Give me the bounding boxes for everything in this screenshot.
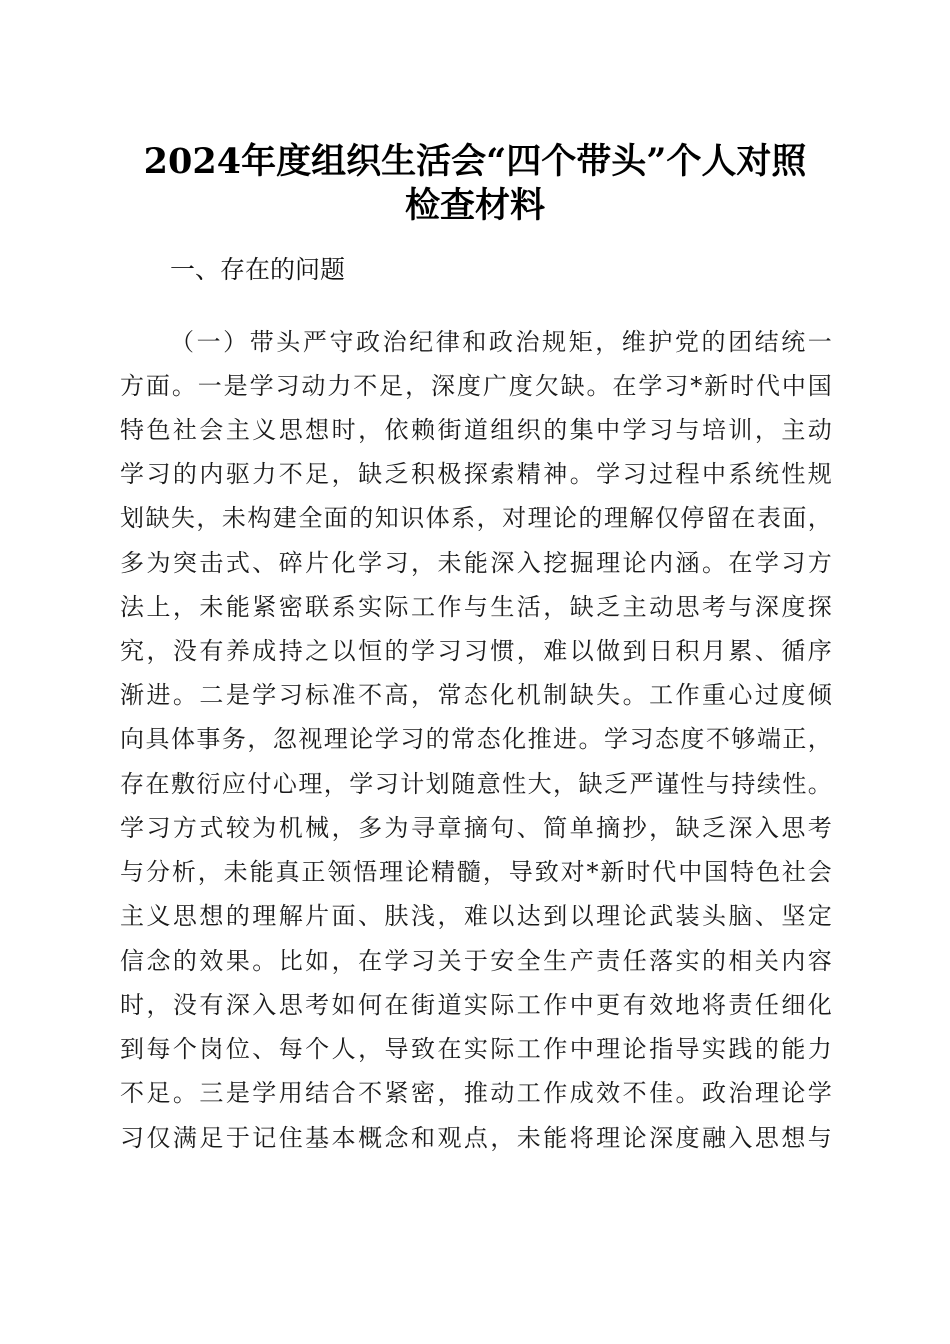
- body-line: 特色社会主义思想时，依赖街道组织的集中学习与培训，主动: [120, 416, 832, 444]
- body-line: 学习方式较为机械，多为寻章摘句、简单摘抄，缺乏深入思考: [120, 814, 832, 842]
- body-line: 多为突击式、碎片化学习，未能深入挖掘理论内涵。在学习方: [120, 549, 832, 577]
- body-line: 向具体事务，忽视理论学习的常态化推进。学习态度不够端正，: [120, 725, 832, 753]
- body-line: 法上，未能紧密联系实际工作与生活，缺乏主动思考与深度探: [120, 593, 832, 621]
- body-line: 学习的内驱力不足，缺乏积极探索精神。学习过程中系统性规: [120, 460, 832, 488]
- body-line: 主义思想的理解片面、肤浅，难以达到以理论武装头脑、坚定: [120, 902, 832, 930]
- body-line: 存在敷衍应付心理，学习计划随意性大，缺乏严谨性与持续性。: [120, 770, 832, 798]
- body-line: 不足。三是学用结合不紧密，推动工作成效不佳。政治理论学: [120, 1079, 832, 1107]
- document-title-line-1: 2024年度组织生活会“四个带头”个人对照: [143, 141, 807, 182]
- body-line: 时，没有深入思考如何在街道实际工作中更有效地将责任细化: [120, 991, 832, 1019]
- body-line: 到每个岗位、每个人，导致在实际工作中理论指导实践的能力: [120, 1035, 832, 1063]
- body-line: 渐进。二是学习标准不高，常态化机制缺失。工作重心过度倾: [120, 681, 832, 709]
- body-line: 方面。一是学习动力不足，深度广度欠缺。在学习*新时代中国: [120, 372, 832, 400]
- body-line: 究，没有养成持之以恒的学习习惯，难以做到日积月累、循序: [120, 637, 832, 665]
- body-line: 习仅满足于记住基本概念和观点，未能将理论深度融入思想与: [120, 1124, 832, 1152]
- body-line: （一）带头严守政治纪律和政治规矩，维护党的团结统一: [170, 328, 832, 356]
- section-heading: 一、存在的问题: [170, 255, 346, 284]
- body-line: 信念的效果。比如，在学习关于安全生产责任落实的相关内容: [120, 947, 832, 975]
- body-line: 与分析，未能真正领悟理论精髓，导致对*新时代中国特色社会: [120, 858, 832, 886]
- document-title-line-2: 检查材料: [404, 185, 545, 226]
- body-line: 划缺失，未构建全面的知识体系，对理论的理解仅停留在表面，: [120, 504, 832, 532]
